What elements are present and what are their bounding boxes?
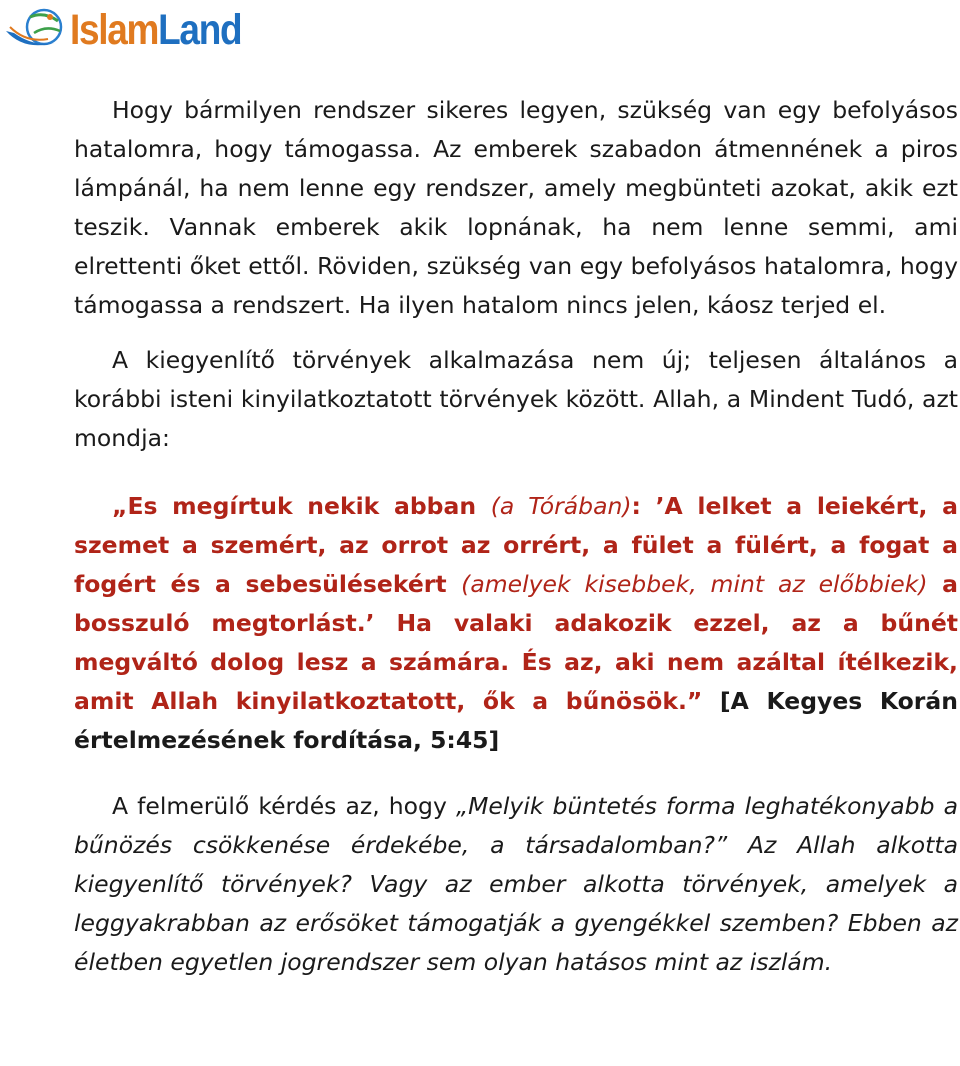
paragraph-question	[74, 787, 958, 982]
islamland-logo[interactable]	[4, 2, 269, 58]
paragraph-equal-laws: A kiegyenlítő törvények alkalmazása nem új; teljesen általános a korábbi isteni kinyilatkoztatott törvények között. Allah, a Mindent Tudó, azt mondja:	[74, 346, 958, 452]
globe-swoosh-icon	[4, 3, 68, 57]
quote-part-2: : ’A lelket a leiekért, a szemet a szemért, az orrot az orrért, a fület a fülért, a fogat a fogért és a sebesülésekért	[74, 492, 959, 598]
logo-text-islam: Islam	[70, 5, 159, 54]
quote-part-1: „Es megírtuk nekik abban	[112, 492, 491, 520]
quote-note-lesser: (amelyek kisebbek, mint az előbbiek)	[461, 570, 928, 598]
quote-note-torah: (a Tórában)	[490, 492, 632, 520]
paragraph-intro: Hogy bármilyen rendszer sikeres legyen, szükség van egy befolyásos hatalomra, hogy támogassa. Az emberek szabadon átmennének a piros lámpánál, ha nem lenne egy rendszer, amely megbünteti azokat, akik ezt teszik. Vannak emberek akik lopnának, ha nem lenne semmi, ami elrettenti őket ettől. Röviden, szükség van egy befolyásos hatalomra, hogy támogassa a rendszert. Ha ilyen hatalom nincs jelen, káosz terjed el.	[74, 96, 958, 319]
quote-part-3: a bosszuló megtorlást.’ Ha valaki adakozik ezzel, az a bűnét megváltó dolog lesz a számára. És az, aki nem azáltal ítélkezik, amit Allah kinyilatkoztatott, ők a bűnösök.”	[74, 570, 958, 715]
quote-citation: [A Kegyes Korán értelmezésének fordítása, 5:45]	[74, 687, 958, 754]
logo-text-land: Land	[158, 5, 242, 54]
question-intro: A felmerülő kérdés az, hogy	[112, 792, 456, 820]
question-text: „Melyik büntetés forma leghatékonyabb a bűnözés csökkenése érdekébe, a társadalomban?” Az Allah alkotta kiegyenlítő törvények? Vagy az ember alkotta törvények, amelyek a leggyakrabban az erősöket támogatják a gyengékkel szemben? Ebben az életben egyetlen jogrendszer sem olyan hatásos mint az iszlám.	[74, 792, 958, 976]
quran-quote	[74, 487, 958, 760]
article-body	[74, 91, 958, 982]
logo-wordmark	[70, 5, 242, 54]
